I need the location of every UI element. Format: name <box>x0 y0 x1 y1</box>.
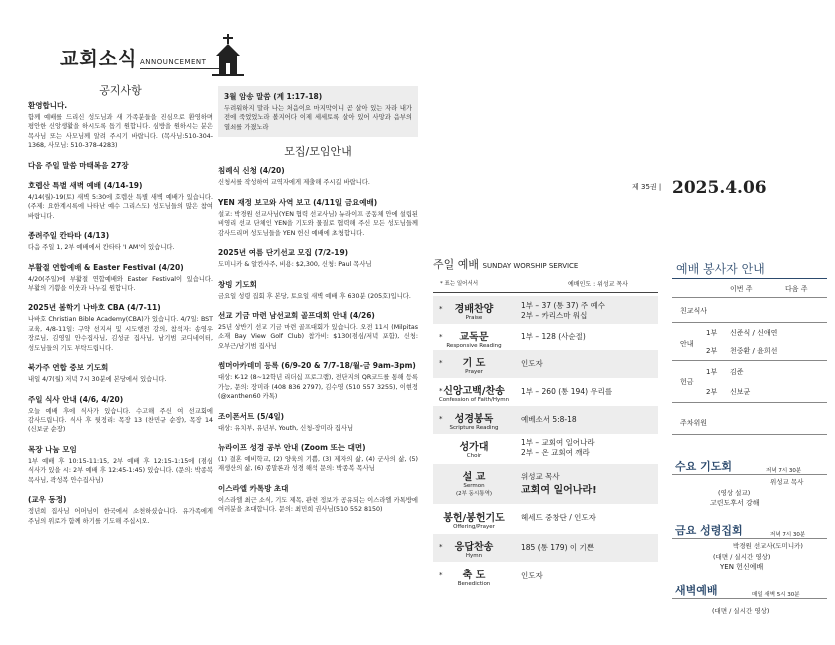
worship-title-ko: 주일 예배 <box>433 258 480 271</box>
notice-body: 내일 4/7(월) 저녁 7시 30분에 본당에서 있습니다. <box>28 376 167 384</box>
recruit-item <box>218 165 418 187</box>
order-name <box>433 438 515 459</box>
worship-title <box>433 256 578 272</box>
order-name-en: Choir <box>466 453 482 459</box>
order-name-en: Confession of Faith/Hymn <box>438 397 510 403</box>
notice-item <box>28 230 213 252</box>
table-row <box>433 350 658 378</box>
recruit-body: 설교: 박경원 선교사님(YEN 협력 선교사님) 뉴라이프 공동체 안에 설립된 비영리 선교 단체인 YEN을 기도와 물질로 협력해 주신 모든 성도님들께 감사드리며 성도님들을 YEN 헌신 예배에 초청합니다. <box>218 210 418 237</box>
order-name-en: Responsive Reading <box>446 343 502 349</box>
prayer-divider <box>672 598 827 599</box>
order-name-ko: 경배찬양 <box>454 304 494 315</box>
recruit-item <box>218 360 418 401</box>
recruit-body: 25년 상반기 선교 기금 마련 골프대회가 있습니다. 오전 11시 (Milpitas 소재 Bay View Golf Club) 참가비: $130(점심/저녁 포함), 신청: 오부근/남기범 집사님 <box>218 323 418 350</box>
worship-title-en: SUNDAY WORSHIP SERVICE <box>482 262 579 270</box>
table-row <box>433 324 658 350</box>
detail-line: 인도자 <box>521 571 543 580</box>
notice-body: 함께 예배를 드리신 성도님과 새 가족분들을 진심으로 환영하며 평안한 신앙생활을 하시도록 돕기 원합니다. 심방을 원하시는 분은 목사님 또는 사모님께 알려 주시기 바랍니다. (목사님:510-304-1368, 사모님: 510-378-4283) <box>28 114 213 150</box>
offering-1-label: 1부 <box>706 368 718 376</box>
prayer-leader-fri: 박경원 선교사(도미니카) <box>733 542 803 550</box>
order-name <box>433 538 515 559</box>
notice-item <box>28 444 213 485</box>
stand-mark: * <box>439 543 443 551</box>
recruit-body: 도미니카 & 알칸사주, 비용: $2,300, 신청: Paul 목사님 <box>218 261 372 269</box>
table-row <box>433 378 658 406</box>
order-detail <box>521 543 594 553</box>
notice-body: 1부 예배 후 10:15-11:15, 2부 예배 후 12:15-1:15에 (점심 식사가 있을 시: 2부 예배 후 12:45-1:45) 있습니다. (문의: 박종복 목사님, 곽성복 안수집사님) <box>28 457 213 484</box>
notices-heading: 공지사항 <box>99 84 142 97</box>
table-row <box>433 406 658 434</box>
order-name-en: Prayer <box>465 369 483 375</box>
scripture-box <box>218 86 418 137</box>
order-name <box>433 354 515 375</box>
recruit-item <box>218 197 418 238</box>
servers-title: 예배 봉사자 안내 <box>676 262 765 276</box>
recruit-title: 침례식 신청 (4/20) <box>218 166 285 176</box>
recruit-title: 썸머아카데미 등록 (6/9-20 & 7/7-18/월-금 9am-3pm) <box>218 361 416 371</box>
order-name-en: Hymn <box>465 553 483 559</box>
order-name-ko: 축 도 <box>462 570 486 581</box>
prayer-title-fri: 금요 성령집회 <box>675 524 743 537</box>
notice-title: 2025년 봄학기 나바호 CBA (4/7-11) <box>28 303 161 313</box>
recruit-item <box>218 279 418 301</box>
order-name-en: Offering/Prayer <box>453 524 495 530</box>
order-name-ko: 봉헌/봉헌기도 <box>443 513 505 524</box>
table-row <box>433 562 658 590</box>
detail-line: 헤세드 중창단 / 인도자 <box>521 513 596 522</box>
order-detail <box>521 472 597 498</box>
recruit-body: (1) 결혼 예비학교, (2) 양육의 기쁨, (3) 제자의 삶, (4) 군사의 삶, (5) 재생산의 삶, (6) 종말론과 성경 해석 문의: 박종복 목사님 <box>218 456 418 473</box>
servers-row-line <box>672 360 827 361</box>
stand-mark: * <box>439 305 443 313</box>
servers-guide: 안내 <box>680 340 694 348</box>
order-name <box>433 566 515 587</box>
recruit-title: 뉴라이프 성경 공부 안내 (Zoom 또는 대면) <box>218 443 366 452</box>
notice-title: 북가주 연합 중보 기도회 <box>28 363 109 373</box>
servers-row-line <box>672 434 827 435</box>
recruit-column <box>218 86 418 524</box>
recruit-title: 선교 기금 마련 남선교회 골프대회 안내 (4/26) <box>218 310 375 320</box>
church-icon <box>212 34 244 76</box>
notice-body: 4/14(월)-19(토) 새벽 5:30에 호렙산 특별 새벽 예배가 있습니다. (주제: 요한계시록에 나타난 예수 그리스도) 성도님들의 많은 참여 바랍니다. <box>28 193 213 220</box>
order-detail <box>521 359 543 369</box>
stand-note: * 표는 일어서서 <box>440 281 479 287</box>
order-name-ko: 신앙고백/찬송 <box>443 386 505 397</box>
guide-1-names: 신준식 / 신애연 <box>730 329 778 337</box>
prayer-note-dawn: (대면 / 실시간 영상) <box>712 607 770 615</box>
worship-divider <box>433 292 658 293</box>
notice-body: 나바호 Christian Bible Academy(CBA)가 있습니다. 4/7일: BST 교육, 4/8-11일: 구약 선지서 및 시도행전 강의, 참석자: 송영우 장로님, 김영일 안수집사님, 김성균 집사님, 남기범 코디네이터, 성도님들의 기도 부탁드립니다. <box>28 316 213 352</box>
scripture-title: 3월 암송 말씀 (계 1:17-18) <box>224 92 323 101</box>
notice-body: 4/20(주일)에 부활절 연합예배와 Easter Festival이 있습니다. 부활의 기쁨을 이웃과 나누길 원합니다. <box>28 275 213 292</box>
notice-item <box>28 494 213 526</box>
order-name <box>433 468 515 497</box>
stand-mark: * <box>439 415 443 423</box>
order-name-en: Scripture Reading <box>449 425 499 431</box>
order-detail <box>521 301 605 321</box>
prayer-note-wed: (영상 설교) <box>718 489 751 497</box>
detail-line: 1부 – 128 (사순절) <box>521 332 586 341</box>
worship-order-table <box>433 296 658 636</box>
prayer-time-wed: 저녁 7시 30분 <box>766 468 802 474</box>
order-name-ko: 기 도 <box>462 358 486 369</box>
bulletin-volume: 제 35권 | <box>632 183 662 191</box>
order-name-ko: 설 교 <box>462 472 486 483</box>
offering-2-names: 신보균 <box>730 388 751 396</box>
notice-title: 목장 나눔 모임 <box>28 444 77 454</box>
offering-1-names: 김준 <box>730 368 744 376</box>
detail-line: 인도자 <box>521 359 543 368</box>
recruit-item <box>218 442 418 474</box>
prayer-leader-wed: 위성교 목사 <box>770 478 804 486</box>
order-name-en: Sermon <box>463 483 485 489</box>
recruit-title: 조이폰서트 (5/4일) <box>218 411 285 421</box>
prayer-title-wed: 수요 기도회 <box>675 460 732 473</box>
servers-row-line <box>672 322 827 323</box>
notice-body: 오늘 예배 후에 식사가 있습니다. 수고해 주신 여 선교회에 감사드립니다. 식사 후 뒷정리: 목장 13 (찬민규 순장), 목장 14 (신보균 순장) <box>28 407 213 434</box>
recruit-title: 창빙 기도회 <box>218 279 257 289</box>
notice-title: 환영합니다. <box>28 101 68 110</box>
order-name-en: Benediction <box>457 581 491 587</box>
prayer-time-fri: 저녁 7시 30분 <box>770 532 806 538</box>
recruit-title: YEN 재정 보고와 사역 보고 (4/11일 금요예배) <box>218 197 378 207</box>
bulletin-date: 2025.4.06 <box>672 178 767 198</box>
notice-title: 부활절 연합예배 & Easter Festival (4/20) <box>28 262 184 272</box>
detail-line: 1부 – 260 (통 194) 우리를 <box>521 387 613 396</box>
order-name-ko: 성경봉독 <box>454 414 494 425</box>
order-detail <box>521 438 595 458</box>
notices-list <box>28 100 213 535</box>
table-row <box>433 434 658 464</box>
guide-2-label: 2부 <box>706 347 718 355</box>
header-divider <box>140 68 220 69</box>
worship-leader: 예배인도 : 위성교 목사 <box>568 281 628 288</box>
recruit-body: 이스라엘 최근 소식, 기도 제목, 관련 정보가 공유되는 이스라엘 카톡방에 여러분을 초대합니다. 문의: 최민희 권사님(510 552 8150) <box>218 496 418 514</box>
notice-title: 주일 식사 안내 (4/6, 4/20) <box>28 394 124 404</box>
recruit-title: 이스라엘 카톡방 초대 <box>218 483 289 493</box>
servers-col-this: 이번 주 <box>730 285 753 293</box>
recruit-body: 신청서를 작성하여 교역자에게 제출해 주시길 바랍니다. <box>218 179 370 187</box>
servers-row-line <box>672 297 827 298</box>
detail-line: 1부 – 교회여 일어나라 <box>521 438 595 447</box>
order-name-ko: 응답찬송 <box>454 542 494 553</box>
servers-divider <box>672 278 827 279</box>
recruit-body: 대상: K-12 (8~12학년 리더십 프로그램), 전단지의 QR코드를 통해 등록 가능, 문의: 장미라 (408 836 2797), 김수영 (510 557 3255), 이현정(@xanthen60 카톡) <box>218 374 418 401</box>
servers-col-next: 다음 주 <box>785 285 808 293</box>
servers-greeter: 친교식사 <box>680 307 708 315</box>
stand-mark: * <box>439 333 443 341</box>
order-name-ko: 교독문 <box>459 332 489 343</box>
prayer-divider <box>672 538 827 539</box>
prayer-line-fri: YEN 헌신예배 <box>720 563 764 571</box>
page-title: 교회소식 <box>60 48 138 70</box>
guide-2-names: 천중환 / 윤희선 <box>730 347 778 355</box>
order-name <box>433 300 515 321</box>
notice-item <box>28 160 213 171</box>
prayer-title-dawn: 새벽예배 <box>675 584 718 597</box>
notice-item <box>28 302 213 353</box>
order-detail <box>521 387 612 397</box>
servers-row-line <box>672 402 827 403</box>
scripture-body: 두려워하지 말라 나는 처음이요 마지막이니 곧 살아 있는 자라 내가 전에 죽었었노라 볼지어다 이제 세세토록 살아 있어 사망과 음부의 열쇠를 가졌노라 <box>224 105 412 131</box>
detail-line: 2부 – 카리스마 워십 <box>521 311 588 321</box>
detail-line: 2부 – 온 교회여 깨라 <box>521 448 590 458</box>
order-detail <box>521 415 577 425</box>
order-name-note: (2부 동시통역) <box>455 491 493 497</box>
notice-body: 다음 주일 1, 2부 예배에서 칸타타 'I AM'이 있습니다. <box>28 244 175 252</box>
prayer-line-wed: 고린도후서 강해 <box>710 499 760 507</box>
table-row <box>433 464 658 504</box>
notice-item <box>28 362 213 384</box>
recruit-item <box>218 411 418 433</box>
detail-line: 1부 – 37 (통 37) 주 예수 <box>521 301 605 310</box>
order-name <box>433 382 515 403</box>
stand-mark: * <box>439 387 443 395</box>
order-name <box>433 410 515 431</box>
recruit-body: 금요일 성령 집회 후 본당, 토요일 새벽 예배 후 630분 (205호)입니다. <box>218 292 411 300</box>
prayer-time-dawn: 매일 새벽 5시 30분 <box>752 592 800 598</box>
recruit-body: 대상: 유치부, 유년부, Youth, 신청-장미라 집사님 <box>218 424 354 432</box>
detail-line: 위성교 목사 <box>521 472 560 481</box>
order-name-en: Praise <box>465 315 483 321</box>
stand-mark: * <box>439 571 443 579</box>
notice-body: 정년희 집사님 어머님이 한국에서 소천하셨습니다. 유가족에게 주님의 위로가 함께 하기를 기도해 주십시오. <box>28 508 213 525</box>
table-row <box>433 534 658 562</box>
page-subtitle: ANNOUNCEMENT <box>140 58 207 66</box>
detail-line: 예베소서 5:8-18 <box>521 415 577 424</box>
table-row <box>433 296 658 324</box>
notice-title: 종려주일 칸타타 (4/13) <box>28 231 110 241</box>
guide-1-label: 1부 <box>706 329 718 337</box>
notice-item <box>28 180 213 221</box>
prayer-divider <box>672 474 827 475</box>
recruit-item <box>218 483 418 515</box>
order-detail <box>521 332 586 342</box>
recruit-title: 2025년 여름 단기선교 모집 (7/2-19) <box>218 248 349 258</box>
order-detail <box>521 571 543 581</box>
servers-parking: 주차위원 <box>680 419 708 427</box>
notice-title: 다음 주일 말씀 마태복음 27장 <box>28 160 129 170</box>
notice-title: (교우 동정) <box>28 495 67 505</box>
notice-title: 호렙산 특별 새벽 예배 (4/14-19) <box>28 180 143 190</box>
notice-item <box>28 262 213 294</box>
table-row <box>433 504 658 534</box>
prayer-note-fri: (대면 / 실시간 영상) <box>713 553 771 561</box>
detail-line: 185 (통 179) 이 기쁜 <box>521 543 594 552</box>
order-name <box>433 328 515 349</box>
recruit-heading: 모집/모임안내 <box>284 145 352 159</box>
order-name-ko: 성가대 <box>459 442 489 453</box>
offering-2-label: 2부 <box>706 388 718 396</box>
recruit-item <box>218 310 418 351</box>
notice-item <box>28 100 213 151</box>
sermon-title: 교회여 일어나라! <box>521 485 597 497</box>
order-detail <box>521 513 596 523</box>
notice-item <box>28 394 213 435</box>
recruit-item <box>218 247 418 269</box>
stand-mark: * <box>439 359 443 367</box>
servers-offering: 헌금 <box>680 378 694 386</box>
order-name <box>433 509 515 530</box>
